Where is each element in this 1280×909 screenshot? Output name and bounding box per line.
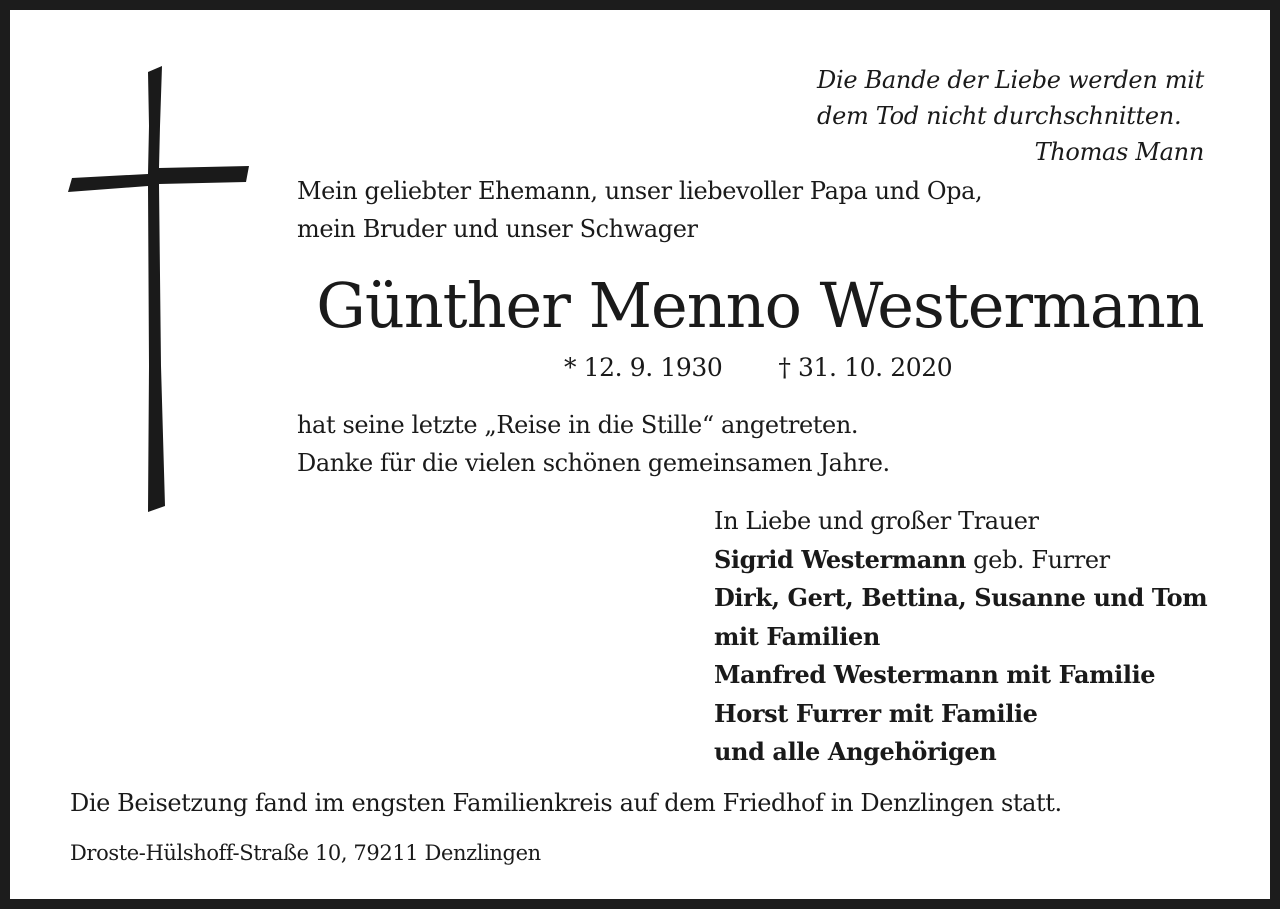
deceased-name: Günther Menno Westermann	[316, 269, 1204, 342]
mourner-line	[714, 579, 1207, 618]
message-line: hat seine letzte „Reise in die Stille“ angetreten.	[297, 411, 859, 439]
quote-line: dem Tod nicht durchschnitten.	[817, 102, 1182, 130]
epigraph-quote	[817, 62, 1204, 170]
mourner-children: Dirk, Gert, Bettina, Susanne und Tom	[714, 583, 1208, 612]
burial-notice: Die Beisetzung fand im engsten Familienkreis auf dem Friedhof in Denzlingen statt.	[70, 789, 1062, 817]
intro-text	[297, 172, 982, 248]
mourner-in-law: Horst Furrer mit Familie	[714, 698, 1038, 728]
farewell-message	[297, 406, 890, 482]
mourner-spouse	[714, 541, 1207, 580]
birth-date: * 12. 9. 1930	[564, 353, 723, 382]
quote-author: Thomas Mann	[1034, 138, 1204, 166]
intro-line: mein Bruder und unser Schwager	[297, 215, 698, 243]
mourner-line	[714, 618, 1207, 657]
death-date: † 31. 10. 2020	[778, 353, 953, 382]
family-address: Droste-Hülshoff-Straße 10, 79211 Denzlingen	[70, 841, 541, 865]
spouse-name: Sigrid Westermann	[714, 544, 966, 574]
mourner-relatives: und alle Angehörigen	[714, 737, 997, 766]
spouse-maiden-name: geb. Furrer	[965, 545, 1110, 574]
mourners-heading: In Liebe und großer Trauer	[714, 507, 1039, 535]
mourner-line	[714, 656, 1207, 695]
mourner-children-families: mit Familien	[714, 621, 880, 651]
life-dates	[564, 350, 952, 386]
mourner-line	[714, 695, 1207, 734]
quote-line: Die Bande der Liebe werden mit	[817, 66, 1204, 94]
mourner-line	[714, 733, 1207, 772]
obituary-notice	[10, 10, 1270, 899]
message-line: Danke für die vielen schönen gemeinsamen Jahre.	[297, 449, 890, 477]
intro-line: Mein geliebter Ehemann, unser liebevoller Papa und Opa,	[297, 177, 983, 205]
mourner-sibling: Manfred Westermann mit Familie	[714, 660, 1156, 689]
mourners-list	[714, 502, 1207, 772]
